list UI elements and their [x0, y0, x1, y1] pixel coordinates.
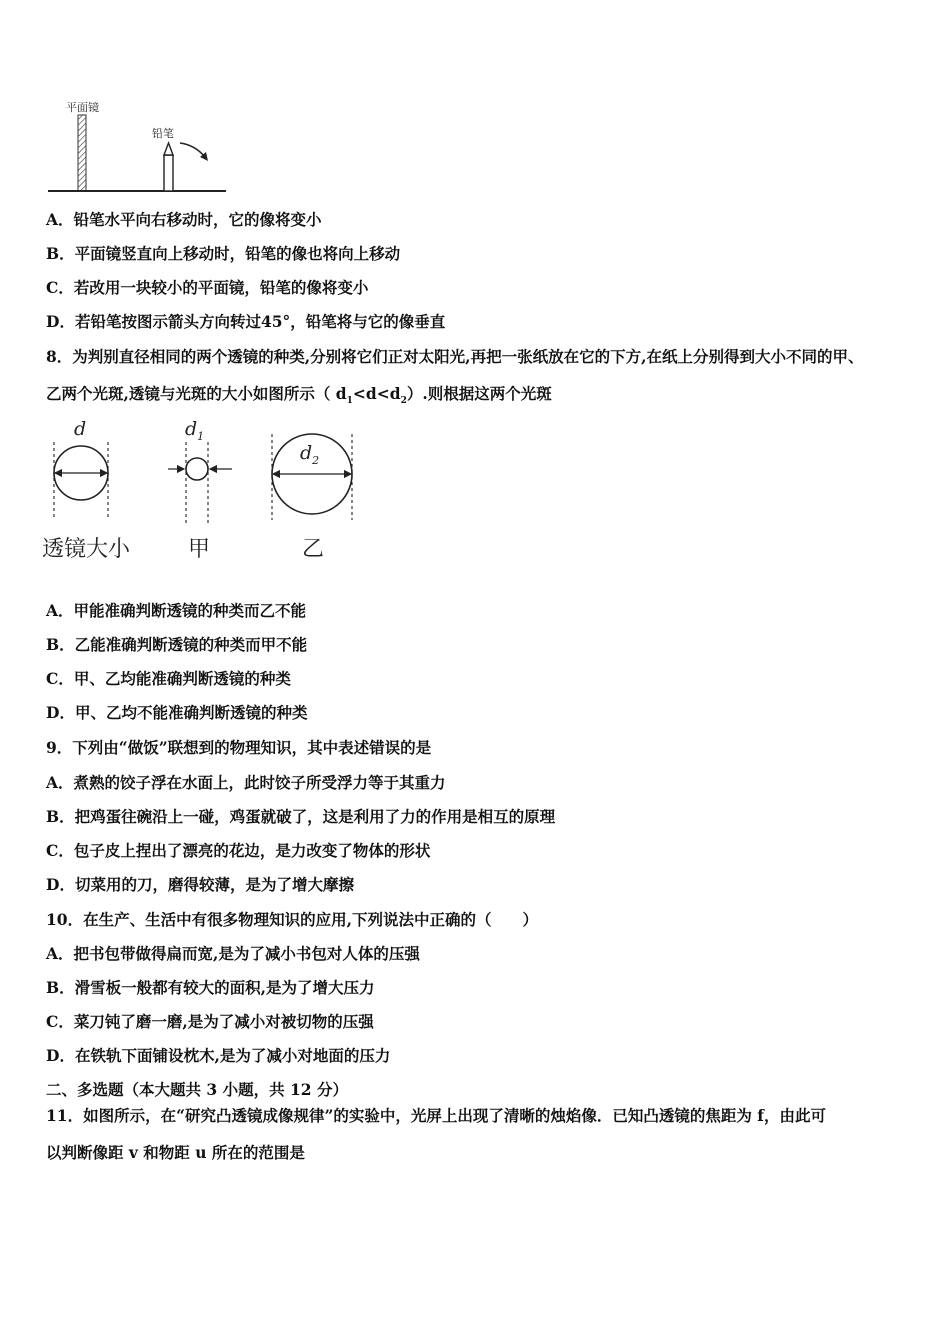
q8-option-b: B．乙能准确判断透镜的种类而甲不能 — [46, 635, 308, 654]
d1-label: $d_1$ — [185, 418, 205, 443]
d-label: d — [74, 418, 87, 440]
q7-option-d: D．若铅笔按图示箭头方向转过45°，铅笔将与它的像垂直 — [46, 312, 446, 331]
lens-spots-diagram — [40, 420, 370, 530]
q11-stem-line1: 11．如图所示，在“研究凸透镜成像规律”的实验中，光屏上出现了清晰的烛焰像．已知凸透镜的焦距为 f，由此可 — [46, 1106, 826, 1125]
q10-option-b: B．滑雪板一般都有较大的面积,是为了增大压力 — [46, 978, 375, 997]
q8-option-c: C．甲、乙均能准确判断透镜的种类 — [46, 669, 291, 688]
q9-option-d: D．切菜用的刀，磨得较薄，是为了增大摩擦 — [46, 875, 354, 894]
d2-label: $d_2$ — [300, 442, 320, 467]
rotation-arrow — [180, 143, 205, 157]
q9-option-c: C．包子皮上捏出了漂亮的花边，是力改变了物体的形状 — [46, 841, 431, 860]
spot-jia-circle — [186, 458, 208, 480]
q8-option-a: A．甲能准确判断透镜的种类而乙不能 — [46, 601, 307, 620]
jia-label: 甲 — [188, 537, 211, 562]
mirror-label: 平面镜 — [66, 101, 99, 114]
section2-heading: 二、多选题（本大题共 3 小题，共 12 分） — [46, 1080, 348, 1099]
lens-size-label: 透镜大小 — [42, 537, 131, 562]
pencil-tip — [164, 143, 173, 155]
q7-option-c: C．若改用一块较小的平面镜，铅笔的像将变小 — [46, 278, 369, 297]
q8-stem-line2: 乙两个光斑,透镜与光斑的大小如图所示（ $d_1<d<d_2$）.则根据这两个光斑 — [46, 384, 552, 407]
q8-option-d: D．甲、乙均不能准确判断透镜的种类 — [46, 703, 308, 722]
q10-stem: 10．在生产、生活中有很多物理知识的应用,下列说法中正确的（ ） — [46, 910, 538, 929]
q9-option-a: A．煮熟的饺子浮在水面上，此时饺子所受浮力等于其重力 — [46, 773, 446, 792]
mirror-pencil-figure — [40, 95, 240, 200]
q9-option-b: B．把鸡蛋往碗沿上一碰，鸡蛋就破了，这是利用了力的作用是相互的原理 — [46, 807, 556, 826]
q8-stem-line1: 8．为判别直径相同的两个透镜的种类,分别将它们正对太阳光,再把一张纸放在它的下方,在纸上分别得到大小不同的甲、 — [46, 347, 864, 366]
q10-option-a: A．把书包带做得扁而宽,是为了减小书包对人体的压强 — [46, 944, 420, 963]
q11-stem-line2: 以判断像距 v 和物距 u 所在的范围是 — [46, 1143, 305, 1162]
q7-option-b: B．平面镜竖直向上移动时，铅笔的像也将向上移动 — [46, 244, 401, 263]
pencil-body — [164, 155, 173, 191]
plane-mirror — [78, 115, 86, 191]
q9-stem: 9．下列由“做饭”联想到的物理知识，其中表述错误的是 — [46, 738, 432, 757]
lens-spots-figure — [40, 420, 370, 560]
q7-option-a: A．铅笔水平向右移动时，它的像将变小 — [46, 210, 322, 229]
pencil-label: 铅笔 — [152, 127, 174, 140]
q10-option-c: C．菜刀钝了磨一磨,是为了减小对被切物的压强 — [46, 1012, 374, 1031]
q10-option-d: D．在铁轨下面铺设枕木,是为了减小对地面的压力 — [46, 1046, 391, 1065]
yi-label: 乙 — [302, 537, 325, 562]
